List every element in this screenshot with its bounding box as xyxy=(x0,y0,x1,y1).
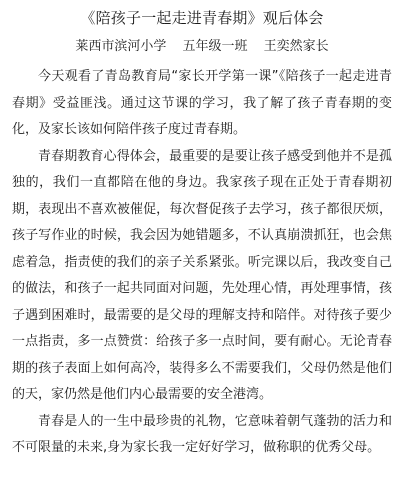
byline-class: 五年级一班 xyxy=(182,39,248,54)
document-title: 《陪孩子一起走进青春期》观后体会 xyxy=(80,9,324,27)
document-byline xyxy=(12,38,392,56)
byline-school: 莱西市滨河小学 xyxy=(75,39,167,54)
paragraph-conclusion: 青春是人的一生中最珍贵的礼物，它意味着朝气蓬勃的活力和不可限量的未来,身为家长我一定好好学习，做称职的优秀父母。 xyxy=(12,413,392,455)
byline-author: 王奕然家长 xyxy=(263,39,329,54)
paragraph-body: 青春期教育心得体会，最重要的是要让孩子感受到他并不是孤独的，我们一直都陪在他的身边。我家孩子现在正处于青春期初期，表现出不喜欢被催促，每次督促孩子去学习，孩子都很厌烦，孩子写作业的时候，我会因为她错题多，不认真崩溃抓狂，也会焦虑着急，指责使的我们的亲子关系紧张。听完课以后，我改变自己的做法，和孩子一起共同面对问题，先处理心情，再处理事情，孩子遇到困难时，最需要的是父母的理解支持和陪伴。对待孩子要少一点指责，多一点赞赏：给孩子多一点时间，要有耐心。无论青春期的孩子表面上如何高冷，装得多么不需要我们，父母仍然是他们的天，家仍然是他们内心最需要的安全港湾。 xyxy=(12,148,392,402)
paragraph-intro: 今天观看了青岛教育局“家长开学第一课”《陪孩子一起走进青春期》受益匪浅。通过这节课的学习，我了解了孩子青春期的变化，及家长该如何陪伴孩子度过青春期。 xyxy=(12,69,392,137)
